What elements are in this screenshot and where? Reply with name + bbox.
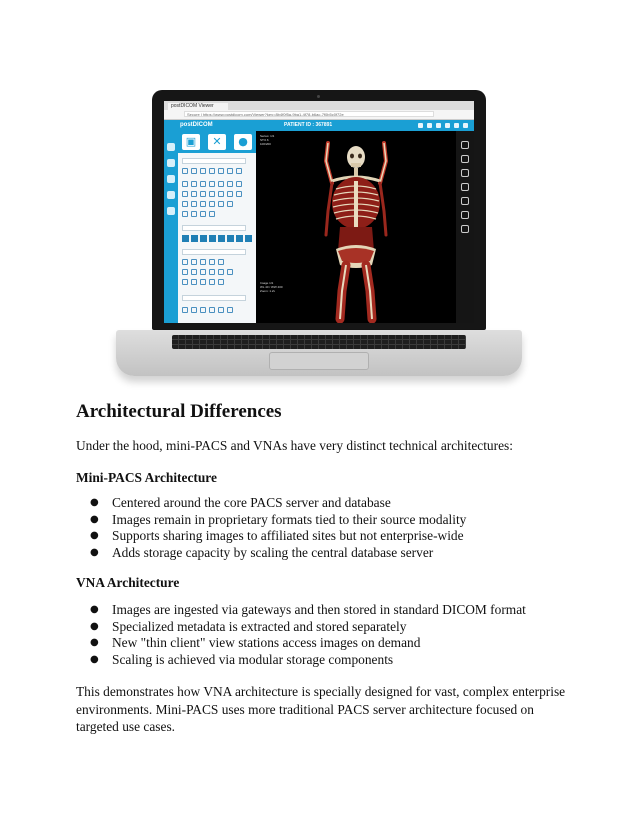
- settings-icon: [454, 123, 459, 128]
- report-icon: [167, 207, 175, 215]
- laptop-keyboard: [172, 335, 466, 349]
- list-item: ● Specialized metadata is extracted and stored separately: [76, 619, 526, 636]
- laptop-lid: [152, 90, 486, 330]
- viewer-right-toolbar: [456, 131, 474, 323]
- viewer-left-nav: [164, 131, 178, 323]
- tool-icon-row: [182, 168, 252, 174]
- wrench-icon: ✕: [212, 135, 222, 148]
- patient-id-label: PATIENT ID : 367891: [284, 122, 333, 128]
- layout-dropdown: [182, 225, 246, 231]
- vna-heading: VNA Architecture: [76, 575, 180, 590]
- address-field: Secure | https://www.postdicom.com/Viewer?key=8b4f0f5a-9ba1-4f78-b6ac-7f0b5c0f72e: [184, 111, 434, 117]
- tool-icon-row: [182, 259, 252, 265]
- browser-tab-strip: [164, 101, 474, 110]
- list-item: ● Images remain in proprietary formats tied to their source modality: [76, 512, 466, 529]
- user-tab: [234, 134, 252, 150]
- tool-icon-row: [182, 307, 252, 313]
- intro-paragraph: Under the hood, mini-PACS and VNAs have very distinct technical architectures:: [76, 438, 513, 453]
- reset-icon: [461, 225, 469, 233]
- mini-pacs-heading: Mini-PACS Architecture: [76, 470, 217, 485]
- list-item: ● Supports sharing images to affiliated sites but not enterprise-wide: [76, 528, 466, 545]
- tools-tab: [208, 134, 226, 150]
- overlay-top-left: Series: 1/1 ST:0.6 100/200: [260, 134, 275, 146]
- laptop-base: [116, 330, 522, 376]
- mail-icon: [436, 123, 441, 128]
- overlay-bottom-left: Image 1/1 WL 40 / WW 400 Zoom: 1.2x: [260, 281, 283, 293]
- tool-icon-row: [182, 191, 252, 197]
- laptop-trackpad: [269, 352, 369, 370]
- folder-icon: [167, 159, 175, 167]
- measure-icon: [461, 197, 469, 205]
- wifi-icon: [418, 123, 423, 128]
- person-icon: ●: [238, 135, 248, 148]
- header-icon-group: [418, 123, 468, 128]
- tool-icon-row: [182, 211, 252, 217]
- annotate-icon: [461, 211, 469, 219]
- tools-icon: [167, 175, 175, 183]
- tool-icon-row: [182, 181, 252, 187]
- list-item: ● New "thin client" view stations access images on demand: [76, 635, 526, 652]
- closing-paragraph: This demonstrates how VNA architecture is specially designed for vast, complex enterprise environments. Mini-PACS uses more traditional PACS server architecture focused on targeted use cases.: [76, 684, 566, 734]
- user-icon: [463, 123, 468, 128]
- laptop-illustration: [112, 86, 526, 382]
- vna-list: [76, 602, 526, 668]
- viewer-app-header: [164, 120, 474, 131]
- list-item: ● Adds storage capacity by scaling the central database server: [76, 545, 466, 562]
- tool-icon-row: [182, 279, 252, 285]
- laptop-screen: [164, 101, 474, 323]
- tool-icon-row: [182, 269, 252, 275]
- webcam: [317, 95, 320, 98]
- cloud-upload-icon: [167, 191, 175, 199]
- preset-dropdown: [182, 295, 246, 301]
- tool-icon-row: [182, 201, 252, 207]
- list-item: ● Scaling is achieved via modular storage components: [76, 652, 526, 669]
- pan-icon: [461, 155, 469, 163]
- browser-address-bar: [164, 110, 474, 120]
- section-heading: Architectural Differences: [76, 401, 282, 422]
- list-item: ● Images are ingested via gateways and then stored in standard DICOM format: [76, 602, 526, 619]
- list-item: ● Centered around the core PACS server and database: [76, 495, 466, 512]
- app-logo: postDICOM: [180, 122, 213, 128]
- tool-tab-bar: [178, 131, 256, 153]
- tool-dropdown: [182, 158, 246, 164]
- image-viewport: [256, 131, 456, 323]
- skeleton-3d-render: [256, 131, 456, 323]
- window-level-icon: [461, 169, 469, 177]
- mini-pacs-list: [76, 495, 466, 561]
- rotate-icon: [461, 183, 469, 191]
- zoom-icon: [461, 141, 469, 149]
- link-dropdown: [182, 249, 246, 255]
- monitor-tab: [182, 134, 200, 150]
- patients-icon: [167, 143, 175, 151]
- monitor-icon: ▣: [185, 135, 197, 148]
- viewer-tool-panel: [178, 131, 256, 323]
- share-icon: [427, 123, 432, 128]
- layout-button-row: [182, 235, 252, 242]
- help-icon: [445, 123, 450, 128]
- browser-tab: postDICOM Viewer: [168, 103, 228, 110]
